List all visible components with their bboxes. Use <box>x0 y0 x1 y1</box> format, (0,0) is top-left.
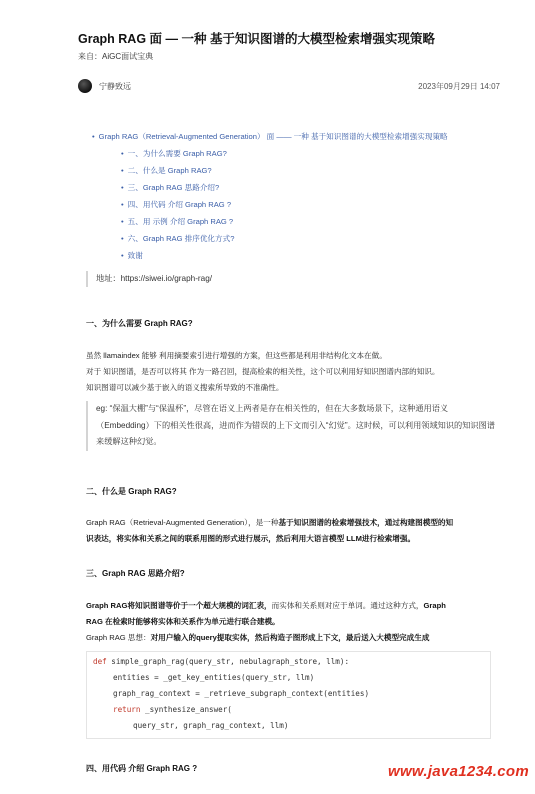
section-1-heading: 一、为什么需要 Graph RAG? <box>86 319 193 328</box>
bullet-icon: • <box>121 217 124 226</box>
toc-item-label: 二、什么是 Graph RAG? <box>127 166 212 175</box>
publish-date: 2023年09月29日 14:07 <box>418 82 500 91</box>
toc-item-label: 五、用 示例 介绍 Graph RAG ? <box>127 217 234 226</box>
toc-item-3[interactable] <box>121 182 219 193</box>
toc-item-label: 三、Graph RAG 思路介绍? <box>127 183 220 192</box>
author-row <box>78 78 500 94</box>
section-3-line-3 <box>86 632 429 643</box>
code-line-2: entities = _get_key_entities(query_str, llm) <box>113 673 315 682</box>
section-1-line-2: 对于 知识图谱，是否可以将其 作为一路召回，提高检索的相关性，这个可以利用好知识图谱内部的知识。 <box>86 367 440 376</box>
section-1-line-1: 虽然 llamaindex 能够 利用摘要索引进行增强的方案，但这些都是利用非结构化文本在做。 <box>86 351 387 360</box>
code-block[interactable] <box>86 651 491 739</box>
section-3-bold-a: Graph RAG将知识图谱等价于一个超大规模的词汇表， <box>86 601 272 610</box>
section-2-line-1 <box>86 517 453 528</box>
article-source: 来自：AiGC面试宝典 <box>78 52 154 61</box>
section-3-text-c: 通过这种方式， <box>370 601 424 610</box>
bullet-icon: • <box>92 132 95 141</box>
section-3-line-1 <box>86 600 446 611</box>
bullet-icon: • <box>121 251 124 260</box>
bullet-icon: • <box>121 149 124 158</box>
toc-item-7[interactable] <box>121 250 143 261</box>
section-3-bold-d: Graph <box>423 601 446 610</box>
section-2-bold: 基于知识图谱的检索增强技术，通过构建图模型的知 <box>278 518 454 527</box>
toc-item-label: 一、为什么需要 Graph RAG? <box>127 149 227 158</box>
address-quote: 地址：https://siwei.io/graph-rag/ <box>86 271 212 287</box>
toc-item-label: 致谢 <box>127 251 143 260</box>
example-quote: eg: “保温大棚”与“保温杯”，尽管在语义上两者是存在相关性的，但在大多数场景下，这种通用语义（Embedding）下的相关性很高，进而作为错误的上下文而引入“幻觉”。这时候，可以利用领域知识的知识图谱来缓解这种幻觉。 <box>86 401 496 451</box>
code-text: simple_graph_rag(query_str, nebulagraph_store, llm): <box>106 657 350 666</box>
section-4-heading: 四、用代码 介绍 Graph RAG ? <box>86 764 198 773</box>
code-line-1 <box>93 657 349 666</box>
article-title: Graph RAG 面 — 一种 基于知识图谱的大模型检索增强实现策略 <box>78 32 435 46</box>
section-3-line-2: RAG 在检索时能够将实体和关系作为单元进行联合建模。 <box>86 617 280 626</box>
toc-item-2[interactable] <box>121 165 212 176</box>
toc-item-label: 四、用代码 介绍 Graph RAG ? <box>127 200 232 209</box>
section-3-text-b: 而实体和关系则对应于单词。 <box>271 601 371 610</box>
code-line-5: query_str, graph_rag_context, llm) <box>133 721 289 730</box>
toc-item-6[interactable] <box>121 233 234 244</box>
bullet-icon: • <box>121 166 124 175</box>
toc-item-label: 六、Graph RAG 排序优化方式? <box>127 234 235 243</box>
section-2-line-2: 识表达，将实体和关系之间的联系用图的形式进行展示，然后利用大语言模型 LLM进行检索增强。 <box>86 534 416 543</box>
toc-root[interactable] <box>92 131 448 142</box>
bullet-icon: • <box>121 183 124 192</box>
code-text: _synthesize_answer( <box>140 705 232 714</box>
code-line-4 <box>113 705 232 714</box>
avatar[interactable] <box>78 79 92 93</box>
code-line-3: graph_rag_context = _retrieve_subgraph_context(entities) <box>113 689 370 698</box>
code-keyword: return <box>113 705 141 714</box>
code-keyword: def <box>93 657 107 666</box>
section-3-bold-idea: 对用户输入的query提取实体，然后构造子图形成上下文，最后送入大模型完成生成 <box>150 633 430 642</box>
watermark: www.java1234.com <box>388 763 529 780</box>
section-3-heading: 三、Graph RAG 思路介绍? <box>86 569 185 578</box>
bullet-icon: • <box>121 234 124 243</box>
bullet-icon: • <box>121 200 124 209</box>
toc-item-1[interactable] <box>121 148 227 159</box>
author-name[interactable]: 宁静致远 <box>99 82 131 91</box>
toc-item-5[interactable] <box>121 216 233 227</box>
section-3-label: Graph RAG 思想： <box>86 633 151 642</box>
section-2-heading: 二、什么是 Graph RAG? <box>86 487 177 496</box>
toc-root-label: Graph RAG（Retrieval-Augmented Generation） 面 —— 一种 基于知识图谱的大模型检索增强实现策略 <box>98 132 448 141</box>
toc-item-4[interactable] <box>121 199 231 210</box>
section-2-text: Graph RAG（Retrieval-Augmented Generation），是一种 <box>86 518 279 527</box>
section-1-line-3: 知识图谱可以减少基于嵌入的语义搜索所导致的不准确性。 <box>86 383 284 392</box>
